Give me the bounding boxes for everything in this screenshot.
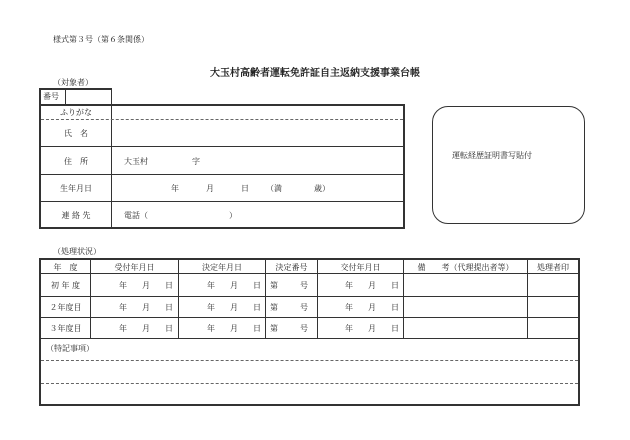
- received-month-unit: 月: [142, 324, 150, 333]
- age-open: （満: [266, 184, 282, 193]
- photo-attach-box: [432, 106, 585, 224]
- decided-day-unit: 日: [253, 303, 261, 312]
- issued-month-unit: 月: [368, 281, 376, 290]
- received-month-unit: 月: [142, 281, 150, 290]
- furigana-field[interactable]: [113, 106, 401, 118]
- decision-no-prefix: 第: [270, 303, 278, 312]
- page-title: 大玉村高齢者運転免許証自主返納支援事業台帳: [210, 68, 420, 79]
- decided-month-unit: 月: [230, 303, 238, 312]
- col-header-handler-seal: 処理者印: [537, 263, 569, 272]
- special-notes-field[interactable]: [42, 362, 577, 402]
- col-header-received: 受付年月日: [114, 263, 155, 272]
- issued-day-unit: 日: [391, 281, 399, 290]
- issued-day-unit: 日: [391, 303, 399, 312]
- handler-seal-cell[interactable]: [529, 298, 577, 316]
- name-field[interactable]: [113, 121, 401, 145]
- received-day-unit: 日: [165, 281, 173, 290]
- birth-day-unit: 日: [241, 184, 249, 193]
- decision-no-suffix: 号: [300, 303, 308, 312]
- decided-year-unit: 年: [207, 324, 215, 333]
- row-year-label: ２年度目: [49, 303, 82, 312]
- col-header-remarks: 備 考（代理提出者等）: [417, 263, 514, 272]
- birth-month-unit: 月: [206, 184, 214, 193]
- phone-field[interactable]: [160, 204, 226, 224]
- handler-seal-cell[interactable]: [529, 319, 577, 337]
- special-notes-label: （特記事項）: [46, 344, 94, 353]
- address-field[interactable]: [113, 148, 401, 172]
- issued-month-unit: 月: [368, 324, 376, 333]
- received-year-unit: 年: [119, 324, 127, 333]
- decision-no-prefix: 第: [270, 281, 278, 290]
- age-close: 歳）: [314, 184, 330, 193]
- issued-year-unit: 年: [345, 324, 353, 333]
- issued-year-unit: 年: [345, 281, 353, 290]
- decided-year-unit: 年: [207, 303, 215, 312]
- photo-box-label: 運転経歴証明書写貼付: [452, 151, 532, 160]
- received-day-unit: 日: [165, 324, 173, 333]
- birthdate-label: 生年月日: [60, 184, 92, 193]
- birth-year-unit: 年: [171, 184, 179, 193]
- col-header-decided: 決定年月日: [202, 263, 242, 272]
- number-label: 番号: [43, 92, 59, 101]
- remarks-cell[interactable]: [405, 298, 526, 316]
- phone-close: ）: [229, 211, 237, 220]
- decided-month-unit: 月: [230, 324, 238, 333]
- furigana-label: ふりがな: [60, 108, 92, 117]
- received-day-unit: 日: [165, 303, 173, 312]
- col-header-year: 年 度: [53, 263, 78, 272]
- subject-heading: （対象者）: [53, 78, 93, 87]
- address-aza: 字: [192, 157, 200, 166]
- remarks-cell[interactable]: [405, 275, 526, 295]
- issued-month-unit: 月: [368, 303, 376, 312]
- col-header-issued: 交付年月日: [340, 263, 381, 272]
- issued-year-unit: 年: [345, 303, 353, 312]
- handler-seal-cell[interactable]: [529, 275, 577, 295]
- decided-month-unit: 月: [230, 281, 238, 290]
- address-label: 住 所: [64, 157, 88, 166]
- row-year-label: 初 年 度: [50, 281, 81, 290]
- decided-day-unit: 日: [253, 281, 261, 290]
- received-year-unit: 年: [119, 303, 127, 312]
- decision-no-suffix: 号: [300, 281, 308, 290]
- phone-open: 電話（: [124, 211, 148, 220]
- processing-heading: （処理状況）: [53, 247, 101, 256]
- decided-day-unit: 日: [253, 324, 261, 333]
- decision-no-suffix: 号: [300, 324, 308, 333]
- form-number: 様式第３号（第６条関係）: [53, 35, 149, 44]
- contact-label: 連 絡 先: [61, 211, 91, 220]
- received-month-unit: 月: [142, 303, 150, 312]
- col-header-decision-no: 決定番号: [275, 263, 308, 272]
- received-year-unit: 年: [119, 281, 127, 290]
- issued-day-unit: 日: [391, 324, 399, 333]
- row-year-label: ３年度目: [49, 324, 82, 333]
- decision-no-prefix: 第: [270, 324, 278, 333]
- decided-year-unit: 年: [207, 281, 215, 290]
- number-field[interactable]: [67, 89, 110, 103]
- address-prefix: 大玉村: [124, 157, 148, 166]
- remarks-cell[interactable]: [405, 319, 526, 337]
- name-label: 氏 名: [64, 129, 88, 138]
